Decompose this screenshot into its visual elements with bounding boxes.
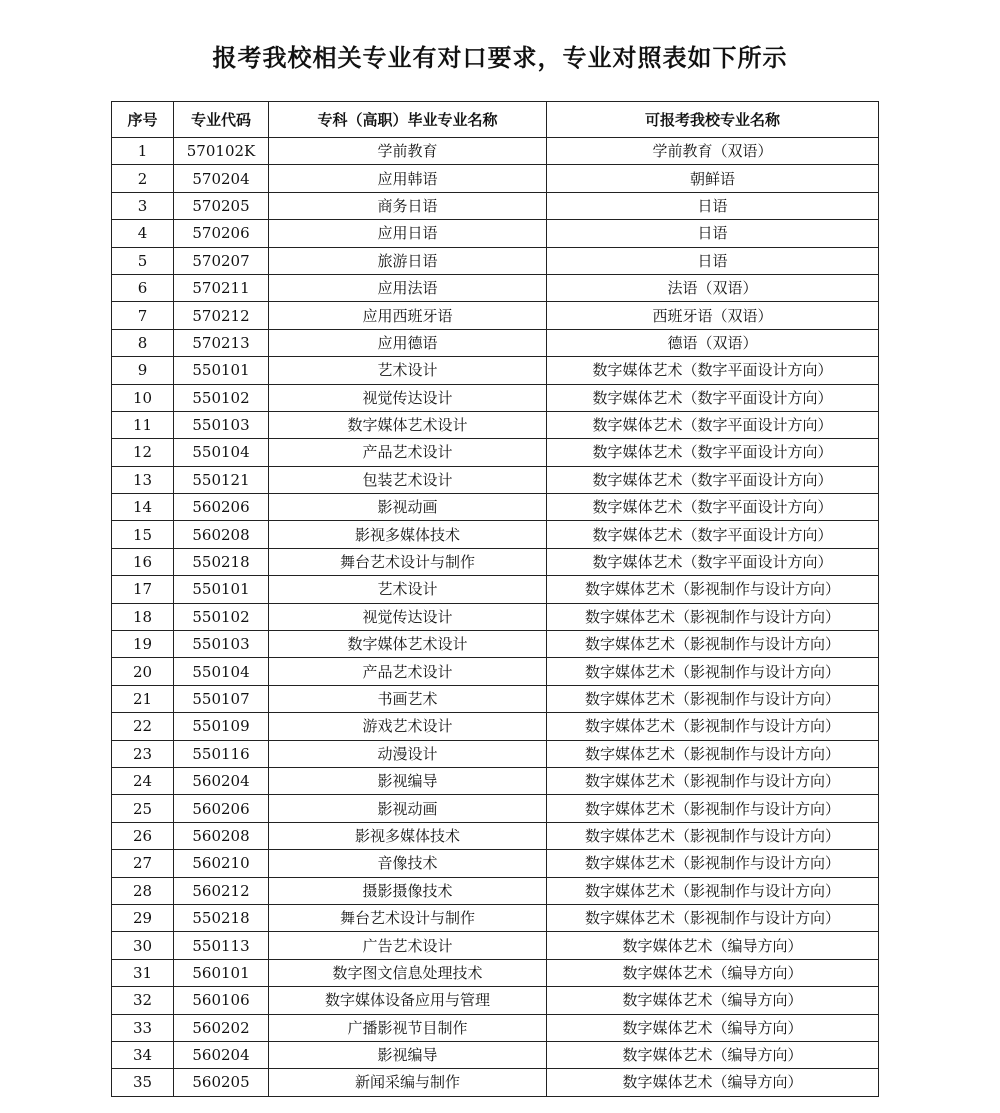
cell-target-major: 数字媒体艺术（数字平面设计方向） xyxy=(547,548,879,575)
cell-source-major: 书画艺术 xyxy=(269,685,547,712)
cell-source-major: 影视多媒体技术 xyxy=(269,822,547,849)
cell-source-major: 动漫设计 xyxy=(269,740,547,767)
cell-code: 570212 xyxy=(174,302,269,329)
cell-target-major: 数字媒体艺术（影视制作与设计方向） xyxy=(547,795,879,822)
table-row xyxy=(112,466,879,493)
cell-no: 34 xyxy=(112,1041,174,1068)
cell-code: 570206 xyxy=(174,220,269,247)
cell-code: 550104 xyxy=(174,658,269,685)
cell-no: 18 xyxy=(112,603,174,630)
cell-source-major: 数字媒体设备应用与管理 xyxy=(269,987,547,1014)
cell-code: 560204 xyxy=(174,1041,269,1068)
table-row xyxy=(112,658,879,685)
cell-target-major: 数字媒体艺术（编导方向） xyxy=(547,959,879,986)
cell-source-major: 旅游日语 xyxy=(269,247,547,274)
cell-no: 25 xyxy=(112,795,174,822)
cell-code: 560210 xyxy=(174,850,269,877)
cell-no: 4 xyxy=(112,220,174,247)
table-row xyxy=(112,932,879,959)
cell-code: 550109 xyxy=(174,713,269,740)
table-row xyxy=(112,822,879,849)
cell-source-major: 影视动画 xyxy=(269,494,547,521)
cell-source-major: 包装艺术设计 xyxy=(269,466,547,493)
cell-code: 570213 xyxy=(174,329,269,356)
cell-source-major: 艺术设计 xyxy=(269,357,547,384)
cell-target-major: 数字媒体艺术（数字平面设计方向） xyxy=(547,411,879,438)
cell-code: 560208 xyxy=(174,521,269,548)
cell-code: 550113 xyxy=(174,932,269,959)
cell-no: 22 xyxy=(112,713,174,740)
cell-code: 560205 xyxy=(174,1069,269,1096)
cell-target-major: 数字媒体艺术（数字平面设计方向） xyxy=(547,494,879,521)
table-row xyxy=(112,192,879,219)
cell-code: 550102 xyxy=(174,603,269,630)
table-row xyxy=(112,713,879,740)
cell-no: 2 xyxy=(112,165,174,192)
cell-code: 560212 xyxy=(174,877,269,904)
table-row xyxy=(112,357,879,384)
cell-no: 33 xyxy=(112,1014,174,1041)
header-source-major: 专科（高职）毕业专业名称 xyxy=(269,102,547,138)
cell-target-major: 数字媒体艺术（影视制作与设计方向） xyxy=(547,740,879,767)
cell-code: 570102K xyxy=(174,138,269,165)
cell-target-major: 数字媒体艺术（影视制作与设计方向） xyxy=(547,631,879,658)
cell-target-major: 朝鲜语 xyxy=(547,165,879,192)
cell-no: 20 xyxy=(112,658,174,685)
table-row xyxy=(112,631,879,658)
cell-source-major: 学前教育 xyxy=(269,138,547,165)
cell-code: 550121 xyxy=(174,466,269,493)
cell-target-major: 数字媒体艺术（影视制作与设计方向） xyxy=(547,685,879,712)
table-row xyxy=(112,603,879,630)
cell-no: 13 xyxy=(112,466,174,493)
cell-no: 1 xyxy=(112,138,174,165)
cell-source-major: 产品艺术设计 xyxy=(269,439,547,466)
cell-source-major: 商务日语 xyxy=(269,192,547,219)
cell-source-major: 音像技术 xyxy=(269,850,547,877)
table-row xyxy=(112,247,879,274)
major-mapping-table xyxy=(111,101,879,1097)
cell-code: 570205 xyxy=(174,192,269,219)
cell-no: 12 xyxy=(112,439,174,466)
table-row xyxy=(112,795,879,822)
table-row xyxy=(112,1014,879,1041)
cell-source-major: 艺术设计 xyxy=(269,576,547,603)
table-row xyxy=(112,494,879,521)
cell-target-major: 数字媒体艺术（数字平面设计方向） xyxy=(547,439,879,466)
table-row xyxy=(112,138,879,165)
cell-target-major: 数字媒体艺术（影视制作与设计方向） xyxy=(547,603,879,630)
cell-target-major: 日语 xyxy=(547,220,879,247)
table-row xyxy=(112,411,879,438)
header-code: 专业代码 xyxy=(174,102,269,138)
cell-target-major: 学前教育（双语） xyxy=(547,138,879,165)
cell-target-major: 数字媒体艺术（影视制作与设计方向） xyxy=(547,576,879,603)
header-target-major: 可报考我校专业名称 xyxy=(547,102,879,138)
table-header xyxy=(112,102,879,138)
cell-target-major: 数字媒体艺术（编导方向） xyxy=(547,1041,879,1068)
cell-no: 15 xyxy=(112,521,174,548)
cell-code: 550218 xyxy=(174,904,269,931)
cell-no: 14 xyxy=(112,494,174,521)
cell-code: 550218 xyxy=(174,548,269,575)
cell-no: 23 xyxy=(112,740,174,767)
cell-code: 570211 xyxy=(174,274,269,301)
cell-no: 16 xyxy=(112,548,174,575)
cell-source-major: 数字图文信息处理技术 xyxy=(269,959,547,986)
cell-target-major: 数字媒体艺术（编导方向） xyxy=(547,932,879,959)
header-row xyxy=(112,102,879,138)
cell-target-major: 数字媒体艺术（影视制作与设计方向） xyxy=(547,658,879,685)
cell-no: 29 xyxy=(112,904,174,931)
table-row xyxy=(112,740,879,767)
cell-source-major: 广播影视节目制作 xyxy=(269,1014,547,1041)
table-row xyxy=(112,274,879,301)
table-row xyxy=(112,302,879,329)
table-row xyxy=(112,521,879,548)
table-body xyxy=(112,138,879,1097)
cell-source-major: 应用法语 xyxy=(269,274,547,301)
cell-source-major: 摄影摄像技术 xyxy=(269,877,547,904)
table-row xyxy=(112,850,879,877)
cell-code: 570207 xyxy=(174,247,269,274)
cell-no: 27 xyxy=(112,850,174,877)
cell-code: 550101 xyxy=(174,357,269,384)
table-row xyxy=(112,904,879,931)
cell-no: 35 xyxy=(112,1069,174,1096)
cell-target-major: 数字媒体艺术（影视制作与设计方向） xyxy=(547,877,879,904)
cell-no: 10 xyxy=(112,384,174,411)
table-row xyxy=(112,1041,879,1068)
cell-source-major: 影视多媒体技术 xyxy=(269,521,547,548)
table-row xyxy=(112,548,879,575)
cell-no: 9 xyxy=(112,357,174,384)
table-row xyxy=(112,329,879,356)
cell-target-major: 数字媒体艺术（影视制作与设计方向） xyxy=(547,822,879,849)
table-row xyxy=(112,220,879,247)
cell-no: 28 xyxy=(112,877,174,904)
cell-target-major: 数字媒体艺术（编导方向） xyxy=(547,1069,879,1096)
table-row xyxy=(112,439,879,466)
cell-no: 7 xyxy=(112,302,174,329)
cell-code: 560206 xyxy=(174,795,269,822)
cell-code: 550116 xyxy=(174,740,269,767)
cell-source-major: 应用西班牙语 xyxy=(269,302,547,329)
table-row xyxy=(112,877,879,904)
cell-target-major: 数字媒体艺术（数字平面设计方向） xyxy=(547,384,879,411)
cell-code: 550104 xyxy=(174,439,269,466)
cell-code: 570204 xyxy=(174,165,269,192)
cell-no: 17 xyxy=(112,576,174,603)
cell-source-major: 应用韩语 xyxy=(269,165,547,192)
cell-source-major: 新闻采编与制作 xyxy=(269,1069,547,1096)
cell-source-major: 影视编导 xyxy=(269,1041,547,1068)
cell-no: 6 xyxy=(112,274,174,301)
cell-no: 8 xyxy=(112,329,174,356)
table-row xyxy=(112,384,879,411)
cell-source-major: 视觉传达设计 xyxy=(269,603,547,630)
cell-target-major: 数字媒体艺术（数字平面设计方向） xyxy=(547,466,879,493)
cell-no: 3 xyxy=(112,192,174,219)
cell-target-major: 数字媒体艺术（影视制作与设计方向） xyxy=(547,713,879,740)
cell-source-major: 应用日语 xyxy=(269,220,547,247)
cell-source-major: 影视动画 xyxy=(269,795,547,822)
cell-no: 32 xyxy=(112,987,174,1014)
table-row xyxy=(112,959,879,986)
cell-code: 560202 xyxy=(174,1014,269,1041)
cell-source-major: 广告艺术设计 xyxy=(269,932,547,959)
table-row xyxy=(112,165,879,192)
cell-code: 560208 xyxy=(174,822,269,849)
cell-no: 24 xyxy=(112,767,174,794)
cell-code: 560204 xyxy=(174,767,269,794)
cell-no: 19 xyxy=(112,631,174,658)
cell-no: 5 xyxy=(112,247,174,274)
cell-no: 30 xyxy=(112,932,174,959)
cell-code: 550103 xyxy=(174,631,269,658)
cell-code: 560106 xyxy=(174,987,269,1014)
cell-code: 550102 xyxy=(174,384,269,411)
table-row xyxy=(112,987,879,1014)
cell-code: 550103 xyxy=(174,411,269,438)
cell-source-major: 应用德语 xyxy=(269,329,547,356)
page-title: 报考我校相关专业有对口要求，专业对照表如下所示 xyxy=(212,44,788,72)
cell-target-major: 数字媒体艺术（数字平面设计方向） xyxy=(547,357,879,384)
cell-source-major: 视觉传达设计 xyxy=(269,384,547,411)
cell-target-major: 数字媒体艺术（影视制作与设计方向） xyxy=(547,904,879,931)
cell-no: 11 xyxy=(112,411,174,438)
table-row xyxy=(112,767,879,794)
cell-no: 21 xyxy=(112,685,174,712)
cell-source-major: 影视编导 xyxy=(269,767,547,794)
cell-target-major: 数字媒体艺术（编导方向） xyxy=(547,1014,879,1041)
cell-target-major: 数字媒体艺术（影视制作与设计方向） xyxy=(547,850,879,877)
cell-target-major: 数字媒体艺术（编导方向） xyxy=(547,987,879,1014)
cell-source-major: 数字媒体艺术设计 xyxy=(269,411,547,438)
cell-source-major: 产品艺术设计 xyxy=(269,658,547,685)
cell-source-major: 数字媒体艺术设计 xyxy=(269,631,547,658)
cell-target-major: 法语（双语） xyxy=(547,274,879,301)
cell-target-major: 数字媒体艺术（影视制作与设计方向） xyxy=(547,767,879,794)
header-no: 序号 xyxy=(112,102,174,138)
cell-target-major: 日语 xyxy=(547,192,879,219)
cell-code: 560101 xyxy=(174,959,269,986)
table-row xyxy=(112,1069,879,1096)
cell-target-major: 德语（双语） xyxy=(547,329,879,356)
cell-code: 550107 xyxy=(174,685,269,712)
cell-code: 560206 xyxy=(174,494,269,521)
cell-no: 26 xyxy=(112,822,174,849)
cell-source-major: 游戏艺术设计 xyxy=(269,713,547,740)
cell-target-major: 日语 xyxy=(547,247,879,274)
cell-no: 31 xyxy=(112,959,174,986)
table-row xyxy=(112,576,879,603)
cell-source-major: 舞台艺术设计与制作 xyxy=(269,548,547,575)
cell-target-major: 西班牙语（双语） xyxy=(547,302,879,329)
cell-code: 550101 xyxy=(174,576,269,603)
table-row xyxy=(112,685,879,712)
cell-target-major: 数字媒体艺术（数字平面设计方向） xyxy=(547,521,879,548)
cell-source-major: 舞台艺术设计与制作 xyxy=(269,904,547,931)
